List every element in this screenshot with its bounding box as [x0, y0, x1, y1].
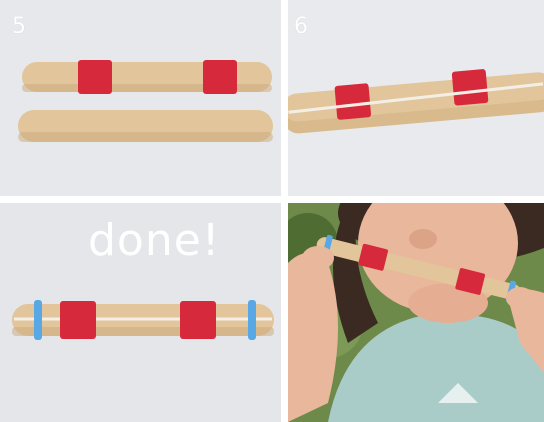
child-playing-illustration — [288, 203, 544, 422]
red-tape-right — [180, 301, 216, 339]
finished-harmonica-photo — [0, 203, 281, 422]
red-tape-left — [334, 83, 371, 120]
step-5-photo — [0, 0, 281, 196]
step-number-5: 5 — [12, 14, 26, 39]
red-tape-right — [452, 69, 489, 106]
blue-band-left — [34, 300, 42, 340]
step-number-6: 6 — [294, 14, 308, 39]
blue-band-right — [248, 300, 256, 340]
red-tape-left — [78, 60, 112, 94]
step-6-illustration — [288, 0, 544, 196]
step-6-photo — [288, 0, 544, 196]
child-playing-photo — [288, 203, 544, 422]
red-tape-left — [60, 301, 96, 339]
red-tape-right — [203, 60, 237, 94]
done-caption: done! — [88, 215, 221, 266]
step-5-illustration — [0, 0, 281, 196]
